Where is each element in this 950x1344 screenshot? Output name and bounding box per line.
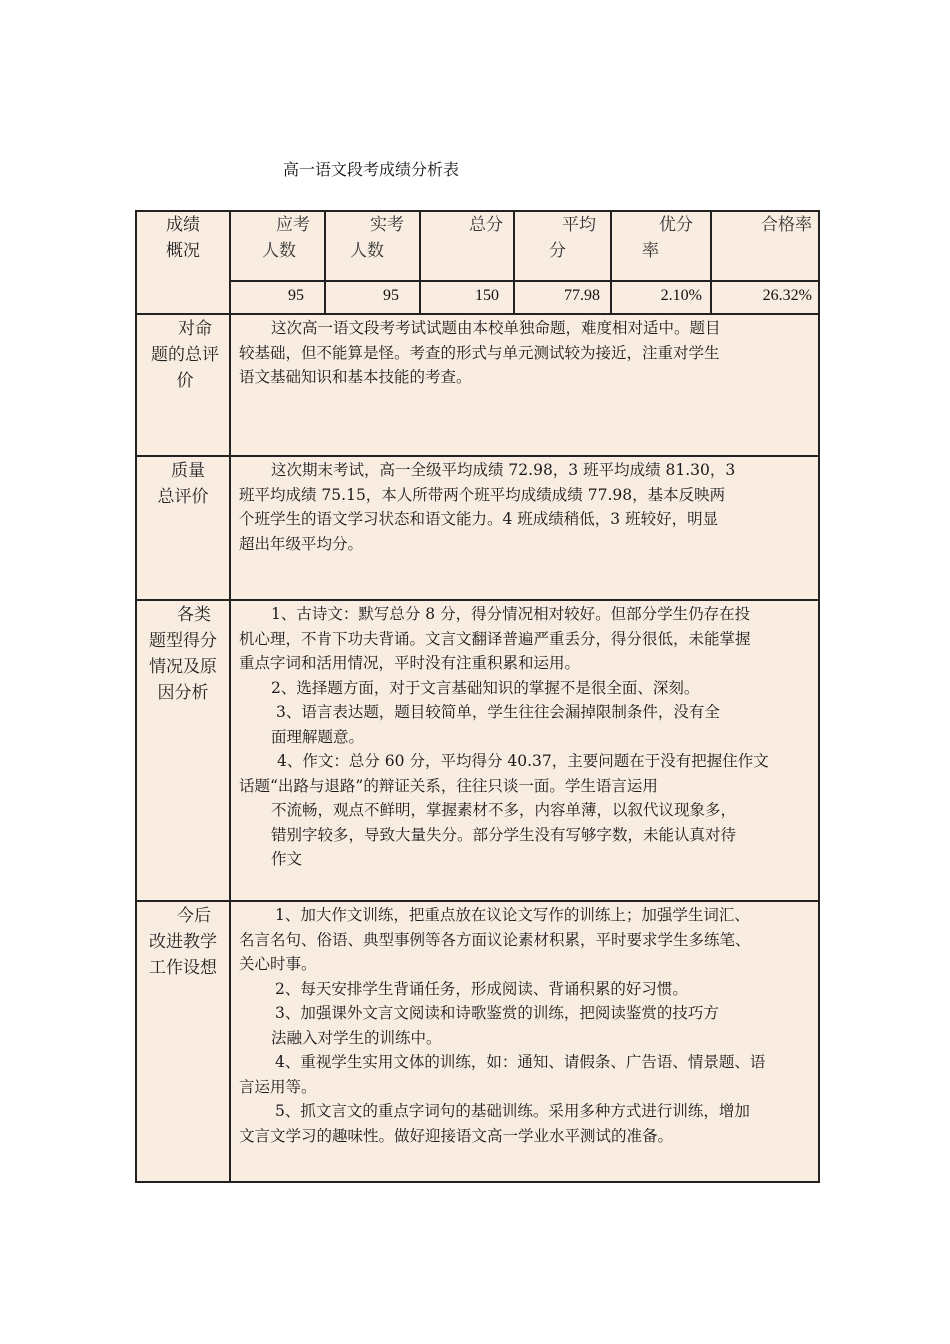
- paragraph-line: 4、作文：总分 60 分，平均得分 40.37，主要问题在于没有把握住作文: [277, 752, 769, 770]
- section-label-quality-evaluation: 质量 总评价: [157, 461, 209, 507]
- paragraph-line: 3、加强课外文言文阅读和诗歌鉴赏的训练，把阅读鉴赏的技巧方: [275, 1004, 719, 1022]
- paragraph-line: 作文: [271, 850, 303, 868]
- paragraph-line: 这次高一语文段考考试试题由本校单独命题，难度相对适中。题目: [271, 319, 721, 337]
- paragraph-line: 重点字词和活用情况，平时没有注重积累和运用。: [239, 654, 581, 672]
- paragraph-line: 3、语言表达题，题目较简单，学生往往会漏掉限制条件，没有全: [276, 703, 720, 721]
- section-body-question-analysis: [239, 602, 839, 872]
- paragraph-line: 不流畅，观点不鲜明，掌握素材不多，内容单薄，以叙代议现象多，: [271, 801, 737, 819]
- paragraph-line: 话题“出路与退路”的辩证关系，往往只谈一面。学生语言运用: [239, 776, 658, 795]
- paragraph-line: 较基础，但不能算是怪。考查的形式与单元测试较为接近，注重对学生: [239, 343, 720, 362]
- paragraph-line: 2、选择题方面，对于文言基础知识的掌握不是很全面、深刻。: [271, 678, 700, 697]
- row-divider: [137, 313, 820, 315]
- header-pass-rate: 合格率: [761, 215, 812, 235]
- paragraph-line: 1、古诗文：默写总分 8 分，得分情况相对较好。但部分学生仍存在投: [271, 605, 751, 623]
- row-divider: [137, 900, 820, 902]
- paragraph-line: 4、重视学生实用文体的训练，如：通知、请假条、广告语、情景题、语: [275, 1053, 766, 1071]
- paragraph-line: 法融入对学生的训练中。: [271, 1028, 442, 1047]
- value-average-score: 77.98: [564, 287, 600, 304]
- header-total-score: 总分: [469, 215, 503, 235]
- paragraph-line: 个班学生的语文学习状态和语文能力。4 班成绩稍低，3 班较好，明显: [239, 510, 719, 528]
- header-excellence-rate: 优分 率: [642, 215, 693, 261]
- header-actual-count: 实考 人数: [350, 215, 404, 261]
- paragraph-line: 名言名句、俗语、典型事例等各方面议论素材积累，平时要求学生多练笔、: [239, 930, 751, 949]
- header-expected-count: 应考 人数: [262, 215, 310, 261]
- column-divider: [229, 212, 231, 1183]
- paragraph-line: 语文基础知识和基本技能的考查。: [239, 368, 472, 386]
- page-title: 高一语文段考成绩分析表: [283, 160, 460, 179]
- section-label-question-analysis: 各类 题型得分 情况及原 因分析: [149, 605, 217, 703]
- analysis-table: [135, 210, 820, 1183]
- paragraph-line: 1、加大作文训练，把重点放在议论文写作的训练上；加强学生词汇、: [275, 906, 750, 924]
- section-body-quality-evaluation: [239, 458, 820, 556]
- header-average-score: 平均 分: [549, 215, 596, 261]
- value-pass-rate: 26.32%: [762, 287, 812, 304]
- section-label-improvement-plan: 今后 改进教学 工作设想: [149, 906, 217, 978]
- value-expected-count: 95: [288, 287, 304, 304]
- row-divider: [230, 280, 820, 282]
- paragraph-line: 机心理，不肯下功夫背诵。文言文翻译普遍严重丢分，得分很低，未能掌握: [239, 629, 751, 648]
- paragraph-line: 超出年级平均分。: [239, 534, 364, 553]
- paragraph-line: 关心时事。: [239, 955, 317, 973]
- value-actual-count: 95: [383, 287, 399, 304]
- paragraph-line: 5、抓文言文的重点字词句的基础训练。采用多种方式进行训练，增加: [275, 1102, 750, 1120]
- paragraph-line: 言运用等。: [239, 1077, 317, 1096]
- section-body-exam-evaluation: [239, 316, 820, 390]
- paragraph-line: 班平均成绩 75.15，本人所带两个班平均成绩成绩 77.98，基本反映两: [239, 485, 726, 504]
- row-divider: [137, 599, 820, 601]
- section-label-exam-evaluation: 对命 题的总评 价: [151, 319, 219, 391]
- paragraph-line: 面理解题意。: [271, 727, 365, 746]
- paragraph-line: 文言文学习的趣味性。做好迎接语文高一学业水平测试的准备。: [239, 1126, 674, 1145]
- paragraph-line: 错别字较多，导致大量失分。部分学生没有写够字数，未能认真对待: [271, 825, 737, 844]
- overview-label: 成绩 概况: [166, 215, 200, 261]
- value-total-score: 150: [475, 287, 499, 304]
- paragraph-line: 这次期末考试，高一全级平均成绩 72.98，3 班平均成绩 81.30，3: [271, 461, 736, 479]
- paragraph-line: 2、每天安排学生背诵任务，形成阅读、背诵积累的好习惯。: [275, 979, 688, 998]
- section-body-improvement-plan: [239, 903, 839, 1148]
- row-divider: [137, 455, 820, 457]
- value-excellence-rate: 2.10%: [660, 287, 702, 304]
